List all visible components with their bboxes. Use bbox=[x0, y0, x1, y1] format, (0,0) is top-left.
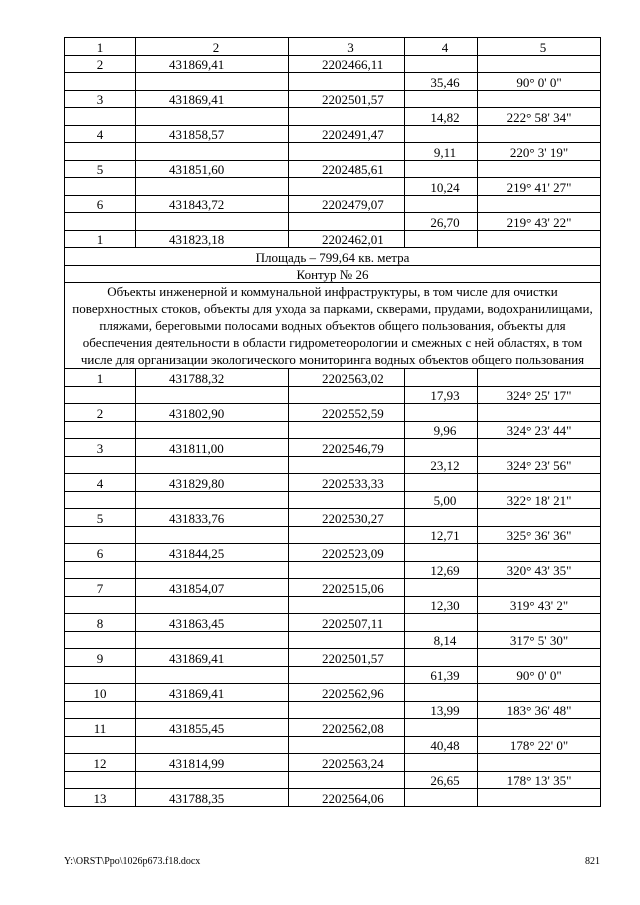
distance-empty bbox=[405, 649, 478, 667]
point-number-empty bbox=[65, 736, 136, 754]
header-cell-5: 5 bbox=[478, 38, 601, 56]
angle-empty bbox=[478, 55, 601, 73]
header-cell-1: 1 bbox=[65, 38, 136, 56]
distance-empty bbox=[405, 474, 478, 492]
direction-angle: 322° 18' 21" bbox=[478, 491, 601, 509]
distance: 35,46 bbox=[405, 73, 478, 91]
distance-empty bbox=[405, 404, 478, 422]
coord-x-empty bbox=[136, 108, 289, 126]
direction-angle: 90° 0' 0" bbox=[478, 666, 601, 684]
direction-angle: 325° 36' 36" bbox=[478, 526, 601, 544]
coord-y: 2202530,27 bbox=[289, 509, 405, 527]
header-cell-3: 3 bbox=[289, 38, 405, 56]
coord-x-empty bbox=[136, 701, 289, 719]
angle-empty bbox=[478, 474, 601, 492]
coord-x-empty bbox=[136, 456, 289, 474]
point-row bbox=[65, 754, 601, 772]
coord-y-empty bbox=[289, 213, 405, 231]
coordinates-table-body bbox=[65, 38, 601, 807]
point-number-empty bbox=[65, 73, 136, 91]
coord-y: 2202479,07 bbox=[289, 195, 405, 213]
point-row bbox=[65, 125, 601, 143]
angle-empty bbox=[478, 544, 601, 562]
distance: 23,12 bbox=[405, 456, 478, 474]
contour-description: Объекты инженерной и коммунальной инфраструктуры, в том числе для очистки поверхностных стоков, объекты для ухода за парками, скверами, прудами, водохранилищами, пляжами, береговыми полосами водных объектов общего пользования, объекты для обеспечения деятельности в области гидрометеорологии и смежных с ней областях, в том числе для организации экологического мониторинга водных объектов общего пользования bbox=[65, 283, 601, 369]
coord-y-empty bbox=[289, 526, 405, 544]
segment-row bbox=[65, 491, 601, 509]
direction-angle: 324° 23' 56" bbox=[478, 456, 601, 474]
point-row bbox=[65, 439, 601, 457]
distance-empty bbox=[405, 90, 478, 108]
angle-empty bbox=[478, 614, 601, 632]
angle-empty bbox=[478, 649, 601, 667]
point-number-empty bbox=[65, 491, 136, 509]
coord-x: 431823,18 bbox=[136, 230, 289, 248]
segment-row bbox=[65, 561, 601, 579]
direction-angle: 178° 13' 35" bbox=[478, 771, 601, 789]
angle-empty bbox=[478, 754, 601, 772]
coord-x-empty bbox=[136, 771, 289, 789]
coord-x: 431869,41 bbox=[136, 649, 289, 667]
angle-empty bbox=[478, 125, 601, 143]
distance: 26,65 bbox=[405, 771, 478, 789]
coord-y: 2202507,11 bbox=[289, 614, 405, 632]
distance: 17,93 bbox=[405, 386, 478, 404]
coord-y-empty bbox=[289, 456, 405, 474]
point-number: 4 bbox=[65, 125, 136, 143]
direction-angle: 178° 22' 0" bbox=[478, 736, 601, 754]
angle-empty bbox=[478, 509, 601, 527]
coord-y: 2202485,61 bbox=[289, 160, 405, 178]
coord-y: 2202562,08 bbox=[289, 719, 405, 737]
point-number-empty bbox=[65, 561, 136, 579]
angle-empty bbox=[478, 579, 601, 597]
point-number: 8 bbox=[65, 614, 136, 632]
angle-empty bbox=[478, 439, 601, 457]
coord-y: 2202546,79 bbox=[289, 439, 405, 457]
segment-row bbox=[65, 456, 601, 474]
coord-y-empty bbox=[289, 701, 405, 719]
coord-x-empty bbox=[136, 491, 289, 509]
point-number: 9 bbox=[65, 649, 136, 667]
coord-y: 2202501,57 bbox=[289, 90, 405, 108]
coord-x: 431855,45 bbox=[136, 719, 289, 737]
direction-angle: 183° 36' 48" bbox=[478, 701, 601, 719]
distance-empty bbox=[405, 614, 478, 632]
segment-row bbox=[65, 771, 601, 789]
point-number: 1 bbox=[65, 230, 136, 248]
coord-x: 431788,35 bbox=[136, 789, 289, 807]
point-row bbox=[65, 649, 601, 667]
point-number: 2 bbox=[65, 55, 136, 73]
area-text: Площадь – 799,64 кв. метра bbox=[65, 248, 601, 266]
coord-y-empty bbox=[289, 421, 405, 439]
point-number-empty bbox=[65, 386, 136, 404]
coord-x: 431869,41 bbox=[136, 684, 289, 702]
segment-row bbox=[65, 701, 601, 719]
point-number-empty bbox=[65, 701, 136, 719]
angle-empty bbox=[478, 90, 601, 108]
point-row bbox=[65, 404, 601, 422]
contour-title: Контур № 26 bbox=[65, 265, 601, 283]
point-row bbox=[65, 230, 601, 248]
coord-x-empty bbox=[136, 178, 289, 196]
distance-empty bbox=[405, 439, 478, 457]
point-number-empty bbox=[65, 526, 136, 544]
direction-angle: 317° 5' 30" bbox=[478, 631, 601, 649]
direction-angle: 220° 3' 19" bbox=[478, 143, 601, 161]
point-number-empty bbox=[65, 771, 136, 789]
point-row bbox=[65, 684, 601, 702]
segment-row bbox=[65, 213, 601, 231]
distance-empty bbox=[405, 684, 478, 702]
coord-x-empty bbox=[136, 561, 289, 579]
coord-x: 431829,80 bbox=[136, 474, 289, 492]
coord-x-empty bbox=[136, 213, 289, 231]
distance: 61,39 bbox=[405, 666, 478, 684]
coord-y-empty bbox=[289, 736, 405, 754]
point-number-empty bbox=[65, 421, 136, 439]
point-number: 5 bbox=[65, 509, 136, 527]
coord-x-empty bbox=[136, 421, 289, 439]
distance-empty bbox=[405, 509, 478, 527]
point-number: 12 bbox=[65, 754, 136, 772]
point-row bbox=[65, 719, 601, 737]
coord-y: 2202523,09 bbox=[289, 544, 405, 562]
segment-row bbox=[65, 386, 601, 404]
segment-row bbox=[65, 108, 601, 126]
distance: 8,14 bbox=[405, 631, 478, 649]
point-row bbox=[65, 579, 601, 597]
coord-x: 431843,72 bbox=[136, 195, 289, 213]
coord-y: 2202466,11 bbox=[289, 55, 405, 73]
distance-empty bbox=[405, 719, 478, 737]
distance-empty bbox=[405, 160, 478, 178]
coord-y: 2202462,01 bbox=[289, 230, 405, 248]
segment-row bbox=[65, 596, 601, 614]
contour-title-row bbox=[65, 265, 601, 283]
coord-x: 431811,00 bbox=[136, 439, 289, 457]
angle-empty bbox=[478, 404, 601, 422]
segment-row bbox=[65, 666, 601, 684]
angle-empty bbox=[478, 160, 601, 178]
coord-x-empty bbox=[136, 736, 289, 754]
point-number-empty bbox=[65, 143, 136, 161]
point-row bbox=[65, 614, 601, 632]
coord-x-empty bbox=[136, 386, 289, 404]
distance: 12,30 bbox=[405, 596, 478, 614]
point-number-empty bbox=[65, 108, 136, 126]
coord-x: 431802,90 bbox=[136, 404, 289, 422]
distance: 40,48 bbox=[405, 736, 478, 754]
point-number: 4 bbox=[65, 474, 136, 492]
point-number: 3 bbox=[65, 90, 136, 108]
angle-empty bbox=[478, 684, 601, 702]
header-row bbox=[65, 38, 601, 56]
point-row bbox=[65, 369, 601, 387]
coord-y-empty bbox=[289, 666, 405, 684]
coord-x: 431869,41 bbox=[136, 55, 289, 73]
distance: 12,69 bbox=[405, 561, 478, 579]
angle-empty bbox=[478, 719, 601, 737]
point-number-empty bbox=[65, 666, 136, 684]
distance: 10,24 bbox=[405, 178, 478, 196]
coord-y-empty bbox=[289, 73, 405, 91]
coord-y-empty bbox=[289, 631, 405, 649]
direction-angle: 222° 58' 34" bbox=[478, 108, 601, 126]
distance-empty bbox=[405, 544, 478, 562]
coord-y-empty bbox=[289, 386, 405, 404]
coord-y: 2202491,47 bbox=[289, 125, 405, 143]
coord-x-empty bbox=[136, 596, 289, 614]
file-path: Y:\ORST\Ppo\1026p673.f18.docx bbox=[64, 856, 201, 867]
point-row bbox=[65, 55, 601, 73]
distance-empty bbox=[405, 369, 478, 387]
distance-empty bbox=[405, 230, 478, 248]
point-number: 5 bbox=[65, 160, 136, 178]
direction-angle: 219° 43' 22" bbox=[478, 213, 601, 231]
coord-y: 2202501,57 bbox=[289, 649, 405, 667]
point-row bbox=[65, 544, 601, 562]
segment-row bbox=[65, 73, 601, 91]
page-number: 821 bbox=[585, 856, 600, 867]
point-number-empty bbox=[65, 631, 136, 649]
distance-empty bbox=[405, 789, 478, 807]
segment-row bbox=[65, 736, 601, 754]
coord-y-empty bbox=[289, 771, 405, 789]
coord-y: 2202515,06 bbox=[289, 579, 405, 597]
coord-y-empty bbox=[289, 178, 405, 196]
segment-row bbox=[65, 421, 601, 439]
coord-x: 431854,07 bbox=[136, 579, 289, 597]
angle-empty bbox=[478, 789, 601, 807]
direction-angle: 324° 23' 44" bbox=[478, 421, 601, 439]
coord-x: 431833,76 bbox=[136, 509, 289, 527]
direction-angle: 219° 41' 27" bbox=[478, 178, 601, 196]
point-row bbox=[65, 90, 601, 108]
coord-x-empty bbox=[136, 73, 289, 91]
distance: 9,11 bbox=[405, 143, 478, 161]
point-number: 13 bbox=[65, 789, 136, 807]
point-row bbox=[65, 789, 601, 807]
point-row bbox=[65, 160, 601, 178]
document-page bbox=[64, 37, 600, 807]
distance: 12,71 bbox=[405, 526, 478, 544]
distance-empty bbox=[405, 579, 478, 597]
coord-y-empty bbox=[289, 143, 405, 161]
coord-x-empty bbox=[136, 526, 289, 544]
coord-x-empty bbox=[136, 143, 289, 161]
coord-y-empty bbox=[289, 596, 405, 614]
coord-x-empty bbox=[136, 631, 289, 649]
direction-angle: 90° 0' 0" bbox=[478, 73, 601, 91]
point-number-empty bbox=[65, 178, 136, 196]
angle-empty bbox=[478, 230, 601, 248]
point-number: 6 bbox=[65, 195, 136, 213]
coord-y: 2202563,24 bbox=[289, 754, 405, 772]
coordinates-table bbox=[64, 37, 601, 807]
coord-x: 431851,60 bbox=[136, 160, 289, 178]
coord-y: 2202562,96 bbox=[289, 684, 405, 702]
distance: 5,00 bbox=[405, 491, 478, 509]
segment-row bbox=[65, 631, 601, 649]
coord-x: 431858,57 bbox=[136, 125, 289, 143]
point-row bbox=[65, 474, 601, 492]
segment-row bbox=[65, 178, 601, 196]
angle-empty bbox=[478, 369, 601, 387]
distance: 9,96 bbox=[405, 421, 478, 439]
coord-y-empty bbox=[289, 108, 405, 126]
coord-x-empty bbox=[136, 666, 289, 684]
coord-y-empty bbox=[289, 561, 405, 579]
coord-x: 431788,32 bbox=[136, 369, 289, 387]
distance-empty bbox=[405, 754, 478, 772]
contour-description-row bbox=[65, 283, 601, 369]
distance: 14,82 bbox=[405, 108, 478, 126]
segment-row bbox=[65, 143, 601, 161]
distance-empty bbox=[405, 55, 478, 73]
distance: 26,70 bbox=[405, 213, 478, 231]
point-row bbox=[65, 195, 601, 213]
direction-angle: 320° 43' 35" bbox=[478, 561, 601, 579]
coord-x: 431863,45 bbox=[136, 614, 289, 632]
point-number: 3 bbox=[65, 439, 136, 457]
distance-empty bbox=[405, 125, 478, 143]
coord-y: 2202563,02 bbox=[289, 369, 405, 387]
coord-x: 431844,25 bbox=[136, 544, 289, 562]
distance-empty bbox=[405, 195, 478, 213]
point-number: 7 bbox=[65, 579, 136, 597]
point-number: 10 bbox=[65, 684, 136, 702]
point-number: 11 bbox=[65, 719, 136, 737]
coord-x: 431814,99 bbox=[136, 754, 289, 772]
distance: 13,99 bbox=[405, 701, 478, 719]
direction-angle: 324° 25' 17" bbox=[478, 386, 601, 404]
angle-empty bbox=[478, 195, 601, 213]
point-number-empty bbox=[65, 213, 136, 231]
coord-y-empty bbox=[289, 491, 405, 509]
area-text-row bbox=[65, 248, 601, 266]
point-number-empty bbox=[65, 596, 136, 614]
segment-row bbox=[65, 526, 601, 544]
coord-y: 2202533,33 bbox=[289, 474, 405, 492]
direction-angle: 319° 43' 2" bbox=[478, 596, 601, 614]
coord-y: 2202552,59 bbox=[289, 404, 405, 422]
point-number-empty bbox=[65, 456, 136, 474]
point-number: 2 bbox=[65, 404, 136, 422]
coord-x: 431869,41 bbox=[136, 90, 289, 108]
header-cell-2: 2 bbox=[136, 38, 289, 56]
coord-y: 2202564,06 bbox=[289, 789, 405, 807]
point-number: 1 bbox=[65, 369, 136, 387]
point-number: 6 bbox=[65, 544, 136, 562]
header-cell-4: 4 bbox=[405, 38, 478, 56]
point-row bbox=[65, 509, 601, 527]
